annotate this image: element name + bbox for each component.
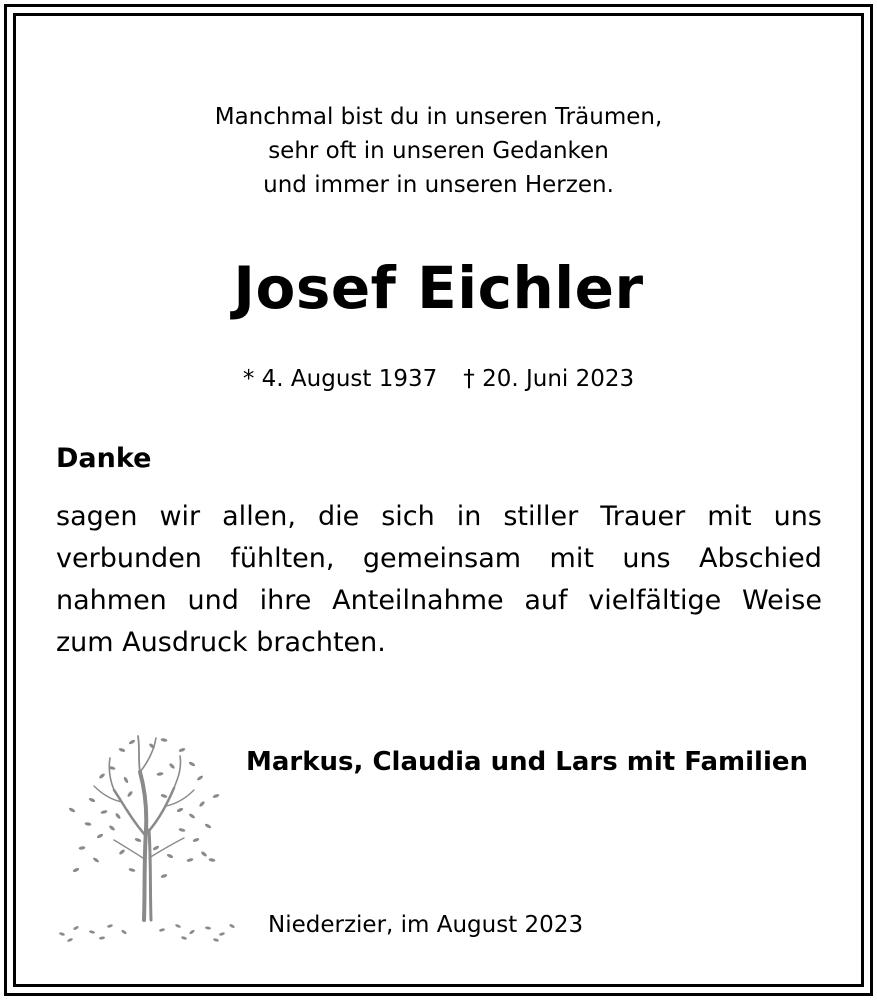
tree-icon xyxy=(52,720,242,950)
leaf xyxy=(88,797,96,803)
leaf xyxy=(96,833,103,839)
tree-trunk xyxy=(94,736,194,920)
deceased-name: Josef Eichler xyxy=(233,254,644,322)
message-word: die xyxy=(317,501,360,532)
fallen-leaf xyxy=(99,936,105,940)
message-line xyxy=(56,580,822,622)
leaf xyxy=(98,773,105,780)
fallen-leaf xyxy=(73,925,80,930)
fallen-leaf xyxy=(189,929,196,935)
leaf xyxy=(204,823,211,829)
birth-date: * 4. August 1937 xyxy=(242,366,438,392)
leaf xyxy=(166,853,174,859)
message-word: vielfältige xyxy=(588,585,722,616)
leaf xyxy=(200,851,207,858)
message-word: mit xyxy=(707,501,752,532)
message-body xyxy=(56,496,822,664)
leaf xyxy=(208,858,215,862)
fallen-leaf xyxy=(181,936,188,941)
ground-leaves xyxy=(59,923,236,942)
message-word: Abschied xyxy=(699,543,822,574)
message-line: zum Ausdruck brachten. xyxy=(56,627,386,658)
message-word: stiller xyxy=(503,501,579,532)
fallen-leaf xyxy=(67,937,74,942)
message-word: sagen xyxy=(56,501,138,532)
leaf xyxy=(186,858,193,863)
leaf xyxy=(160,873,167,878)
message-word: allen, xyxy=(222,501,296,532)
leaf xyxy=(178,747,185,752)
message-word: uns xyxy=(773,501,822,532)
leaf xyxy=(118,849,125,856)
leaf xyxy=(178,828,185,833)
leaf xyxy=(92,857,99,864)
leaf xyxy=(196,775,203,782)
fallen-leaf xyxy=(159,928,166,932)
leaf xyxy=(115,812,122,819)
message-word: Weise xyxy=(742,585,822,616)
leaf xyxy=(198,800,205,807)
leaf xyxy=(100,810,107,815)
message-word: auf xyxy=(524,585,568,616)
message-word: und xyxy=(187,585,239,616)
fallen-leaf xyxy=(59,932,66,937)
message-word: nahmen xyxy=(56,585,167,616)
message-word: verbunden xyxy=(56,543,202,574)
message-word: uns xyxy=(622,543,671,574)
leaf xyxy=(72,867,80,873)
leaf xyxy=(188,813,195,820)
leaf xyxy=(128,739,135,745)
leaf xyxy=(212,793,219,798)
leaf xyxy=(160,738,167,742)
poem-line: Manchmal bist du in unseren Träumen, xyxy=(214,104,663,130)
fallen-leaf xyxy=(205,926,211,930)
message-word: ihre xyxy=(259,585,312,616)
fallen-leaf xyxy=(107,924,114,929)
leaf xyxy=(108,825,115,832)
fallen-leaf xyxy=(229,923,236,928)
leaf xyxy=(152,845,159,851)
signers: Markus, Claudia und Lars mit Familien xyxy=(246,747,808,777)
leaf xyxy=(192,837,199,842)
message-line xyxy=(56,496,822,538)
message-heading: Danke xyxy=(56,443,152,474)
message-word: fühlten, xyxy=(230,543,335,574)
life-dates xyxy=(0,362,877,396)
fallen-leaf xyxy=(219,932,226,937)
message-word: in xyxy=(456,501,482,532)
message-word: Trauer xyxy=(600,501,686,532)
leaf xyxy=(160,793,167,798)
message-word: mit xyxy=(549,543,594,574)
leaf xyxy=(188,761,195,767)
leaf xyxy=(68,807,75,813)
fallen-leaf xyxy=(121,929,128,935)
leaf xyxy=(127,790,134,797)
leaf xyxy=(78,846,85,850)
fallen-leaf xyxy=(175,923,182,928)
leaf xyxy=(168,762,175,769)
message-line xyxy=(56,538,822,580)
leaf xyxy=(128,868,135,873)
leaf xyxy=(176,807,184,813)
leaf xyxy=(134,837,141,842)
leaf xyxy=(84,822,91,826)
fallen-leaf xyxy=(213,938,220,942)
message-word: gemeinsam xyxy=(362,543,522,574)
leaf xyxy=(156,772,163,776)
place-date: Niederzier, im August 2023 xyxy=(268,912,584,938)
poem-line: und immer in unseren Herzen. xyxy=(263,172,614,198)
poem xyxy=(0,100,877,202)
death-date: † 20. Juni 2023 xyxy=(463,366,635,392)
message-word: wir xyxy=(159,501,201,532)
fallen-leaf xyxy=(89,930,96,934)
leaf xyxy=(123,776,129,783)
message-word: sich xyxy=(381,501,435,532)
message-word: Anteilnahme xyxy=(332,585,504,616)
leaf xyxy=(118,747,125,752)
poem-line: sehr oft in unseren Gedanken xyxy=(268,138,609,164)
